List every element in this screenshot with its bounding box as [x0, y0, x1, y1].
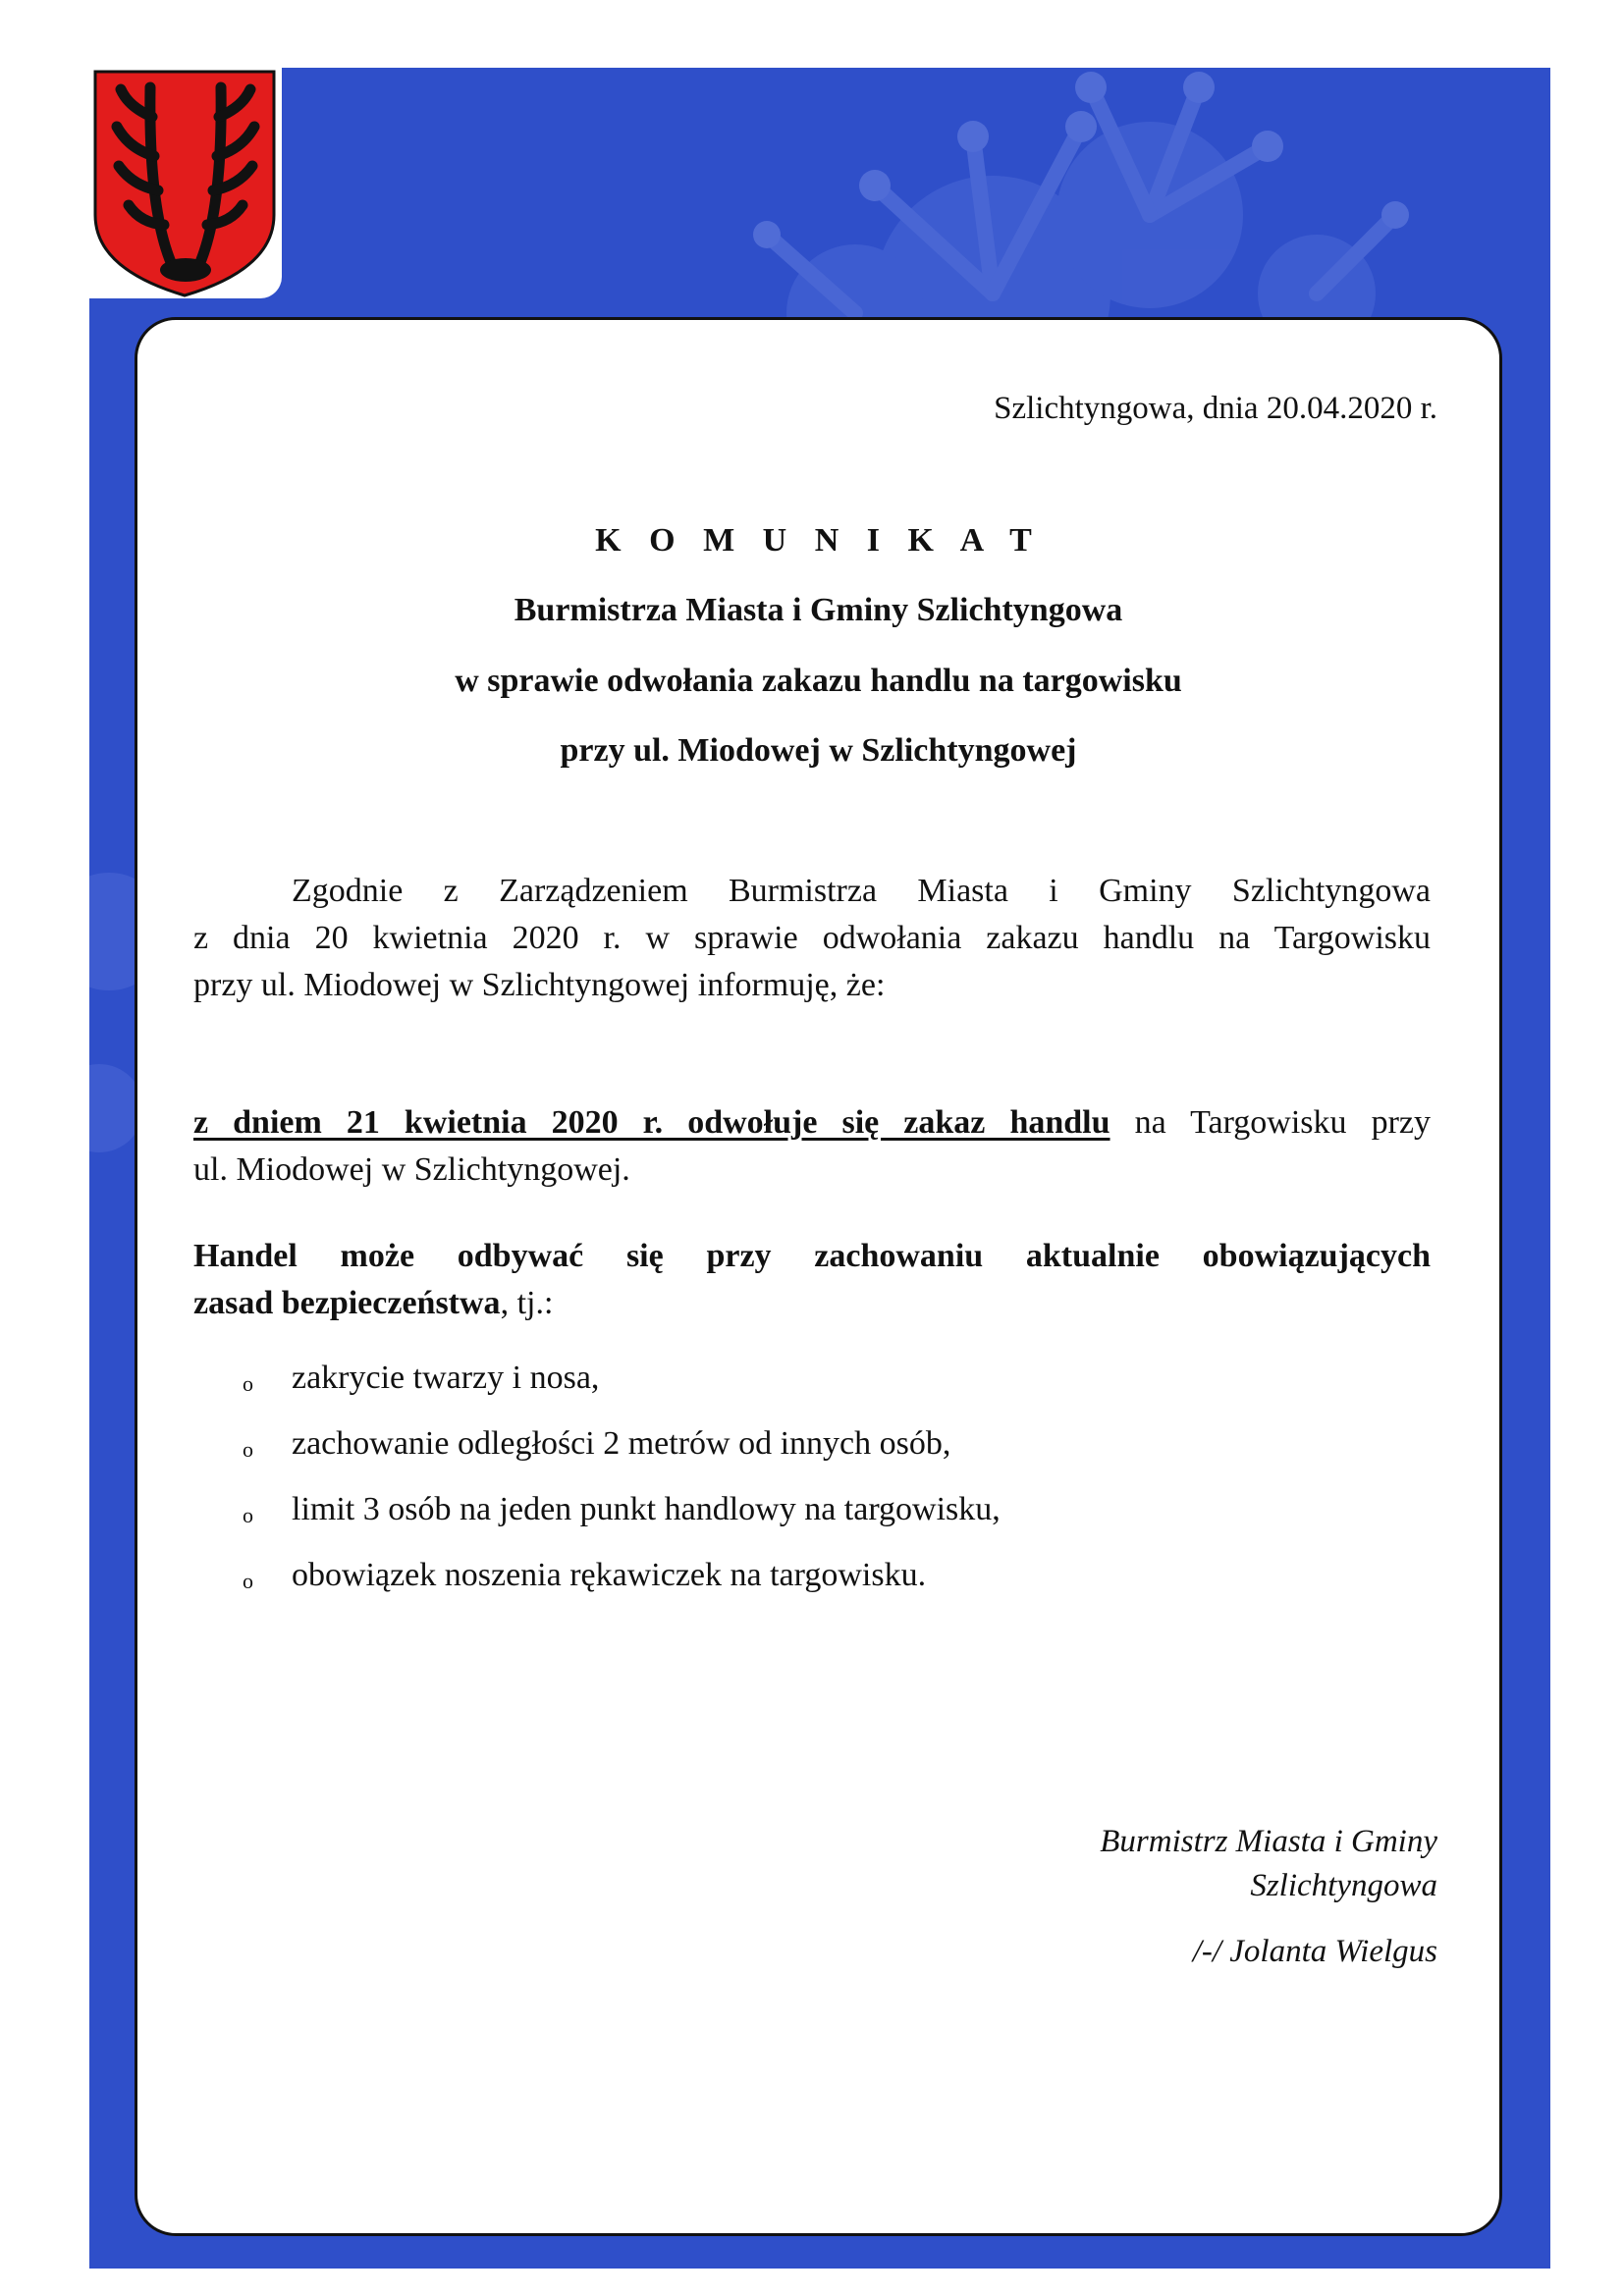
rule-text: zakrycie twarzy i nosa,: [292, 1360, 600, 1396]
list-item: [193, 1420, 1431, 1486]
announcement-line-1: [193, 1099, 1431, 1147]
intro-paragraph: [193, 868, 1431, 1009]
rules-intro-suffix: , tj.:: [500, 1285, 554, 1321]
bullet-icon: o: [243, 1503, 253, 1527]
signature-name: /-/ Jolanta Wielgus: [1192, 1934, 1437, 1969]
bullet-icon: o: [243, 1371, 253, 1396]
list-item: [193, 1486, 1431, 1552]
signature-title-line-1: Burmistrz Miasta i Gminy: [1100, 1824, 1437, 1859]
bullet-icon: o: [243, 1437, 253, 1462]
announcement-paragraph: [193, 1099, 1431, 1194]
bullet-icon: o: [243, 1569, 253, 1593]
rules-intro-line-2: [193, 1280, 1431, 1327]
announcement-line-1-rest: na Targowisku przy: [1110, 1104, 1431, 1141]
place-and-date: Szlichtyngowa, dnia 20.04.2020 r.: [994, 391, 1437, 426]
document-title: K O M U N I K A T: [595, 522, 1042, 559]
rules-intro-line-1: [193, 1233, 1431, 1280]
signature-title-line-2: Szlichtyngowa: [1250, 1868, 1437, 1903]
rule-text: limit 3 osób na jeden punkt handlowy na targowisku,: [292, 1491, 1001, 1527]
coat-of-arms-logo: [89, 68, 282, 298]
rules-intro-bold-2: zasad bezpieczeństwa: [193, 1285, 501, 1321]
safety-rules-list: [193, 1355, 1431, 1618]
subtitle-line-3: przy ul. Miodowej w Szlichtyngowej: [560, 732, 1077, 769]
rule-text: zachowanie odległości 2 metrów od innych osób,: [292, 1425, 951, 1462]
list-item: [193, 1552, 1431, 1618]
rules-intro-bold-1: Handel może odbywać się przy zachowaniu aktualnie obowiązujących: [193, 1238, 1431, 1274]
list-item: [193, 1355, 1431, 1420]
intro-line-2: z dnia 20 kwietnia 2020 r. w sprawie odwołania zakazu handlu na Targowisku: [193, 920, 1431, 956]
intro-line-3: przy ul. Miodowej w Szlichtyngowej informuję, że:: [193, 967, 886, 1003]
announcement-underlined-text: z dniem 21 kwietnia 2020 r. odwołuje się zakaz handlu: [193, 1104, 1110, 1141]
rule-text: obowiązek noszenia rękawiczek na targowisku.: [292, 1557, 927, 1593]
announcement-line-2: ul. Miodowej w Szlichtyngowej.: [193, 1151, 630, 1188]
subtitle-line-2: w sprawie odwołania zakazu handlu na targowisku: [455, 663, 1182, 699]
rules-intro-paragraph: [193, 1233, 1431, 1327]
subtitle-line-1: Burmistrza Miasta i Gminy Szlichtyngowa: [514, 592, 1123, 628]
intro-line-1: Zgodnie z Zarządzeniem Burmistrza Miasta i Gminy Szlichtyngowa: [292, 873, 1431, 909]
